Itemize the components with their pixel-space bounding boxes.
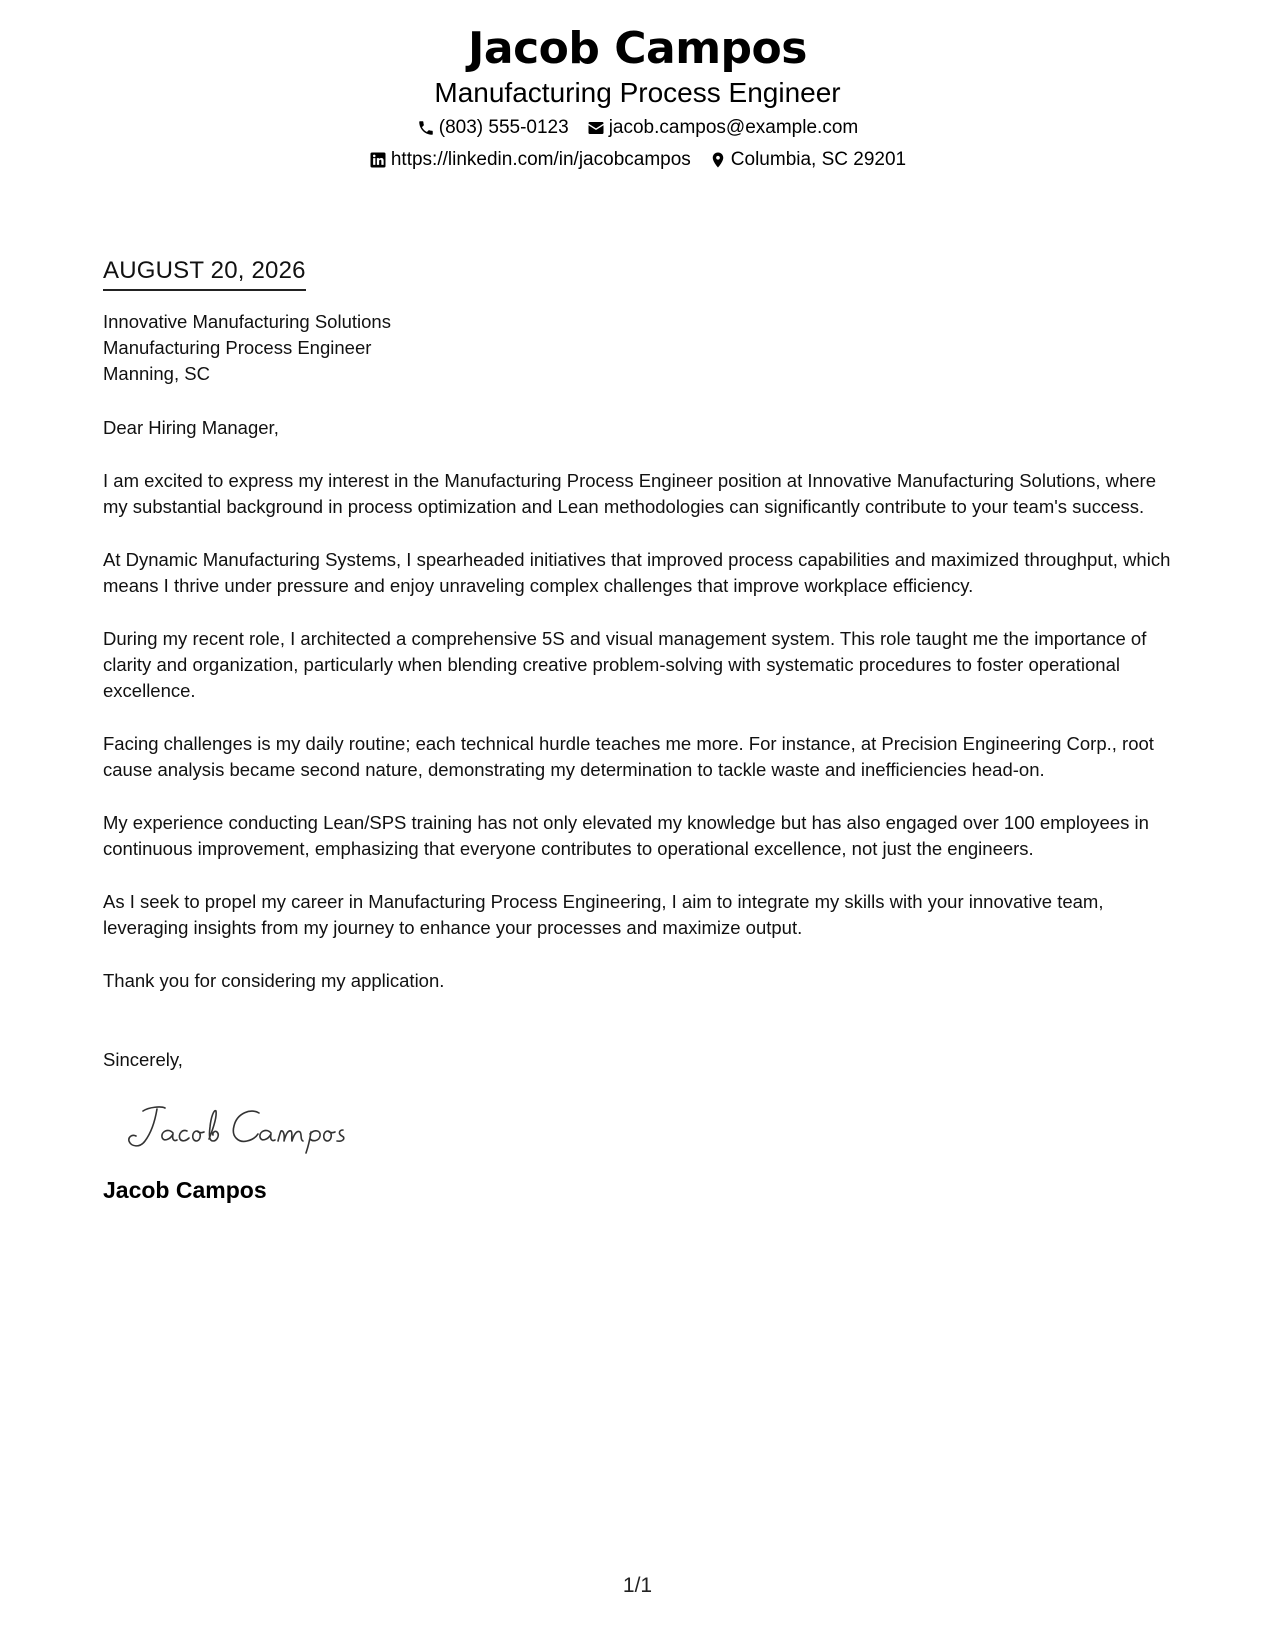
- body-paragraph: Thank you for considering my application.: [103, 970, 445, 991]
- phone-icon: [417, 119, 435, 137]
- body-paragraph: Facing challenges is my daily routine; each technical hurdle teaches me more. For instance, at Precision Engineering Corp., root cause analysis became second nature, demonstrating my determination to tackle waste and inefficiencies head-on.: [103, 733, 1154, 780]
- handwritten-signature: [121, 1099, 1173, 1155]
- map-pin-icon: [709, 151, 727, 169]
- page-indicator: 1/1: [622, 1574, 653, 1597]
- recipient-location: Manning, SC: [103, 363, 210, 384]
- linkedin-icon: [369, 151, 387, 169]
- signer-name: Jacob Campos: [103, 1177, 267, 1203]
- applicant-name: Jacob Campos: [468, 23, 807, 74]
- salutation: Dear Hiring Manager,: [103, 417, 279, 438]
- letter-header: [0, 22, 1275, 173]
- recipient-company: Innovative Manufacturing Solutions: [103, 311, 391, 332]
- body-paragraph: As I seek to propel my career in Manufacturing Process Engineering, I aim to integrate my skills with your innovative team, leveraging insights from my journey to enhance your processes and maximize output.: [103, 891, 1104, 938]
- linkedin-text: https://linkedin.com/in/jacobcampos: [390, 149, 691, 170]
- email-text: jacob.campos@example.com: [608, 117, 859, 138]
- phone-text: (803) 555-0123: [438, 117, 569, 138]
- letter-date: AUGUST 20, 2026: [103, 255, 306, 291]
- closing: Sincerely,: [103, 1049, 183, 1070]
- contact-row-primary: [0, 115, 1275, 141]
- contact-location: [709, 147, 906, 173]
- body-paragraph: During my recent role, I architected a comprehensive 5S and visual management system. This role taught me the importance of clarity and organization, particularly when blending creative problem-solving with systematic procedures to foster operational excellence.: [103, 628, 1147, 701]
- contact-phone[interactable]: [417, 115, 569, 141]
- body-paragraph: I am excited to express my interest in the Manufacturing Process Engineer position at Innovative Manufacturing Solutions, where my substantial background in process optimization and Lean methodologies can significantly contribute to your team's success.: [103, 470, 1156, 517]
- envelope-icon: [587, 119, 605, 137]
- applicant-title: Manufacturing Process Engineer: [434, 77, 841, 108]
- contact-email[interactable]: [587, 115, 859, 141]
- contact-row-secondary: [0, 147, 1275, 173]
- contact-linkedin[interactable]: [369, 147, 691, 173]
- location-text: Columbia, SC 29201: [730, 149, 907, 170]
- letter-body: [103, 255, 1173, 1205]
- recipient-block: [103, 309, 1173, 387]
- body-paragraph: At Dynamic Manufacturing Systems, I spearheaded initiatives that improved process capabilities and maximized throughput, which means I thrive under pressure and enjoy unraveling complex challenges that improve workplace efficiency.: [103, 549, 1171, 596]
- recipient-position: Manufacturing Process Engineer: [103, 337, 372, 358]
- body-paragraph: My experience conducting Lean/SPS training has not only elevated my knowledge but has also engaged over 100 employees in continuous improvement, emphasizing that everyone contributes to operational excellence, not just the engineers.: [103, 812, 1149, 859]
